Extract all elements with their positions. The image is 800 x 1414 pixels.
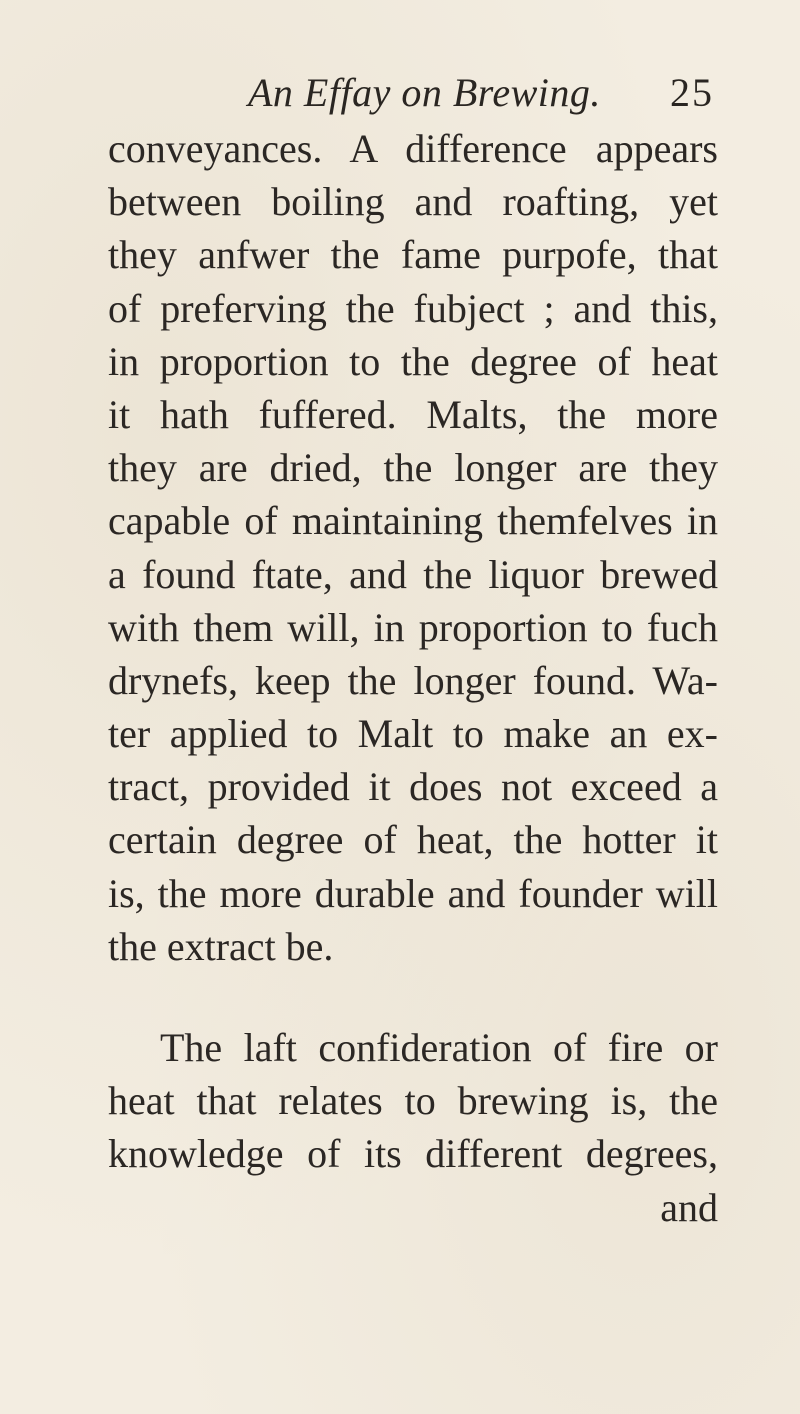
paragraph-gap bbox=[108, 973, 718, 1021]
text-line: certain degree of heat, the hotter it bbox=[108, 817, 718, 863]
body-text bbox=[108, 122, 718, 1234]
text-line: they are dried, the longer are they bbox=[108, 445, 718, 491]
text-line: they anfwer the fame purpofe, that bbox=[108, 232, 718, 278]
page-number: 25 bbox=[670, 70, 714, 115]
text-line: is, the more durable and founder will bbox=[108, 870, 718, 916]
text-line: with them will, in proportion to fuch bbox=[108, 604, 718, 650]
text-line: ter applied to Malt to make an ex- bbox=[108, 711, 718, 757]
text-line: a found ftate, and the liquor brewed bbox=[108, 551, 718, 597]
text-line: in proportion to the degree of heat bbox=[108, 338, 718, 384]
text-line: The laft confideration of fire or bbox=[160, 1025, 718, 1070]
paragraph-2 bbox=[108, 1021, 718, 1181]
text-line: the extract be. bbox=[108, 923, 334, 969]
text-line: capable of maintaining themfelves in bbox=[108, 498, 718, 544]
text-line: knowledge of its different degrees, bbox=[108, 1131, 718, 1177]
paragraph-1 bbox=[108, 122, 718, 973]
text-line: tract, provided it does not exceed a bbox=[108, 764, 718, 810]
running-head bbox=[0, 68, 800, 118]
text-line: of preferving the fubject ; and this, bbox=[108, 285, 718, 331]
text-line: conveyances. A difference appears bbox=[108, 126, 718, 171]
text-line: heat that relates to brewing is, the bbox=[108, 1078, 718, 1124]
text-line: drynefs, keep the longer found. Wa- bbox=[108, 657, 718, 703]
running-title: An Effay on Brewing. bbox=[248, 70, 601, 115]
text-line: it hath fuffered. Malts, the more bbox=[108, 391, 718, 437]
text-line: between boiling and roafting, yet bbox=[108, 179, 718, 225]
catchword: and bbox=[660, 1184, 718, 1230]
